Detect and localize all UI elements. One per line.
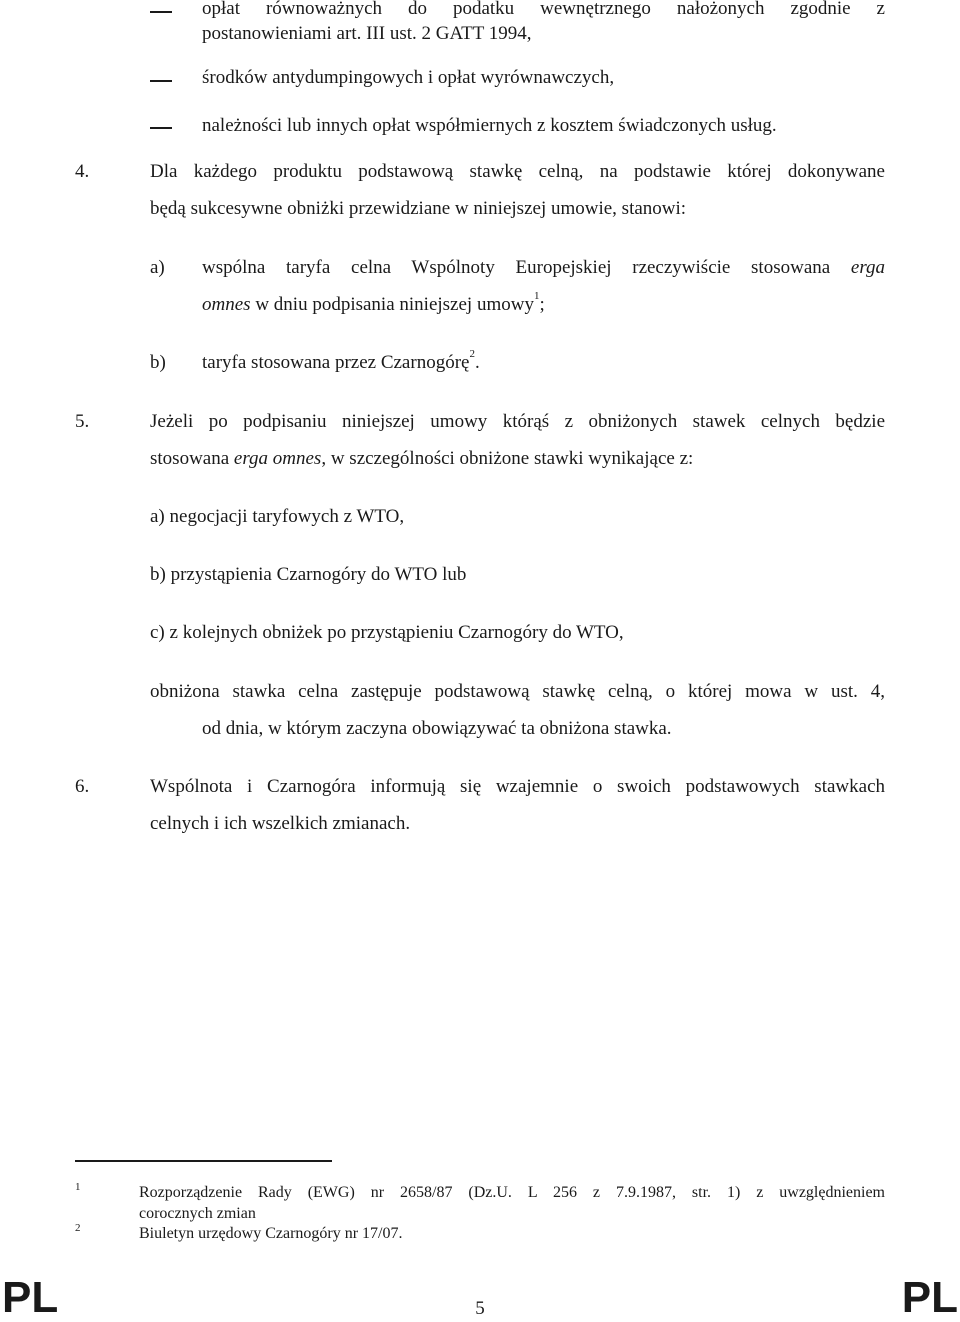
bullet-dash-2 [150,80,172,82]
section-5-tail-line-1: obniżona stawka celna zastępuje podstawową stawkę celną, o której mowa w ust. 4, [150,681,885,702]
item-a-italic-erga: erga [850,257,886,278]
section-5-item-c: c) z kolejnych obniżek po przystąpieniu Czarnogóry do WTO, [150,622,624,643]
bullet-2-text: środków antydumpingowych i opłat wyrównawczych, [202,67,615,88]
footnote-2-mark: 2 [75,1222,81,1234]
item-b-text: taryfa stosowana przez Czarnogórę [202,352,470,373]
bullet-1-line-2: postanowieniami art. III ust. 2 GATT 1994, [202,23,532,44]
footnote-ref-1[interactable]: 1 [533,290,540,302]
bullet-3-text: należności lub innych opłat współmiernych z kosztem świadczonych usług. [202,115,777,136]
section-5-tail-line-2: od dnia, w którym zaczyna obowiązywać ta obniżona stawka. [202,718,672,739]
section-5-line-2 [150,448,693,470]
footer-language-tag-right: PL [901,1273,958,1322]
section-4-item-b-text [202,348,480,374]
footnote-ref-2[interactable]: 2 [469,348,475,360]
page-number: 5 [475,1298,485,1319]
footnote-1-line-2: corocznych zmian [139,1205,256,1222]
item-a-line-2-end: ; [539,294,545,315]
section-5-line-1: Jeżeli po podpisaniu niniejszej umowy którąś z obniżonych stawek celnych będzie [150,411,885,432]
item-a-text: wspólna taryfa celna Wspólnoty Europejskiej rzeczywiście stosowana [202,257,831,278]
section-5-line-2-post: , w szczególności obniżone stawki wynikające z: [321,448,694,469]
footnote-separator [75,1160,332,1162]
section-6-line-2: celnych i ich wszelkich zmianach. [150,813,411,834]
bullet-1-line-1: opłat równoważnych do podatku wewnętrznego nałożonych zgodnie z [202,0,885,19]
section-4-item-a-line-2 [202,290,545,316]
item-b-end: . [474,352,480,373]
section-6-number: 6. [75,776,90,797]
item-a-line-2-text: w dniu podpisania niniejszej umowy [250,294,534,315]
section-5-item-b: b) przystąpienia Czarnogóry do WTO lub [150,564,467,585]
footnote-1-mark: 1 [75,1181,81,1193]
section-4-line-2: będą sukcesywne obniżki przewidziane w niniejszej umowie, stanowi: [150,198,687,219]
item-a-italic-omnes: omnes [202,294,251,315]
footer-language-tag-left: PL [2,1273,59,1322]
section-5-line-2-pre: stosowana [150,448,234,469]
bullet-dash-1 [150,11,172,13]
section-4-line-1: Dla każdego produktu podstawową stawkę celną, na podstawie której dokonywane [150,161,885,182]
section-6-line-1: Wspólnota i Czarnogóra informują się wzajemnie o swoich podstawowych stawkach [150,776,885,797]
section-4-item-a-label: a) [150,257,165,278]
section-5-item-a: a) negocjacji taryfowych z WTO, [150,506,405,527]
section-4-item-b-label: b) [150,352,166,373]
section-5-italic: erga omnes [233,448,322,469]
section-5-number: 5. [75,411,90,432]
section-4-item-a-line-1 [202,257,885,279]
bullet-dash-3 [150,127,172,129]
section-4-number: 4. [75,161,90,182]
footnote-2-text: Biuletyn urzędowy Czarnogóry nr 17/07. [139,1225,403,1242]
footnote-1-line-1: Rozporządzenie Rady (EWG) nr 2658/87 (Dz.U. L 256 z 7.9.1987, str. 1) z uwzględnieniem [139,1184,885,1201]
